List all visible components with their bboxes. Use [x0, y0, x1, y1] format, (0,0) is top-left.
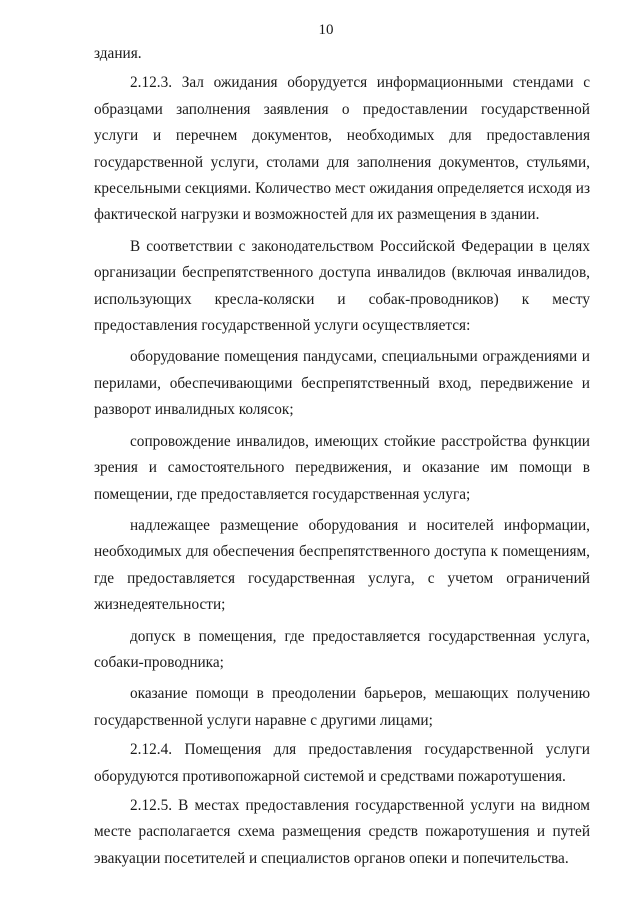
paragraph-equipment-ramps: оборудование помещения пандусами, специальными ограждениями и перилами, обеспечивающими беспрепятственный вход, передвижение и разворот инвалидных колясок; [94, 348, 590, 419]
paragraph-accessibility-intro: В соответствии с законодательством Российской Федерации в целях организации беспрепятственного доступа инвалидов (включая инвалидов, использующих кресла-коляски и собак-проводников) к месту предоставления государственной услуги осуществляется: [94, 237, 590, 335]
paragraph-barrier-assistance: оказание помощи в преодолении барьеров, мешающих получению государственной услуги наравне с другими лицами; [94, 685, 590, 729]
page-number: 10 [318, 22, 334, 38]
document-body [94, 41, 590, 872]
paragraph-equipment-placement: надлежащее размещение оборудования и носителей информации, необходимых для обеспечения беспрепятственного доступа к помещениям, где предоставляется государственная услуга, с учетом ограничений жизнедеятельности; [94, 516, 590, 614]
paragraph-2-12-4: 2.12.4. Помещения для предоставления государственной услуги оборудуются противопожарной системой и средствами пожаротушения. [94, 741, 590, 785]
paragraph-guide-dog-access: допуск в помещения, где предоставляется государственная услуга, собаки-проводника; [94, 627, 590, 671]
paragraph-continuation: здания. [94, 45, 142, 62]
paragraph-escort-disabled: сопровождение инвалидов, имеющих стойкие расстройства функции зрения и самостоятельного передвижения, и оказание им помощи в помещении, где предоставляется государственная услуга; [94, 432, 590, 503]
paragraph-2-12-3: 2.12.3. Зал ожидания оборудуется информационными стендами с образцами заполнения заявления о предоставлении государственной услуги и перечнем документов, необходимых для предоставления государственной услуги, столами для заполнения документов, стульями, кресельными секциями. Количество мест ожидания определяется исходя из фактической нагрузки и возможностей для их размещения в здании. [94, 74, 590, 224]
paragraph-2-12-5: 2.12.5. В местах предоставления государственной услуги на видном месте располагается схема размещения средств пожаротушения и путей эвакуации посетителей и специалистов органов опеки и попечительства. [94, 796, 590, 867]
